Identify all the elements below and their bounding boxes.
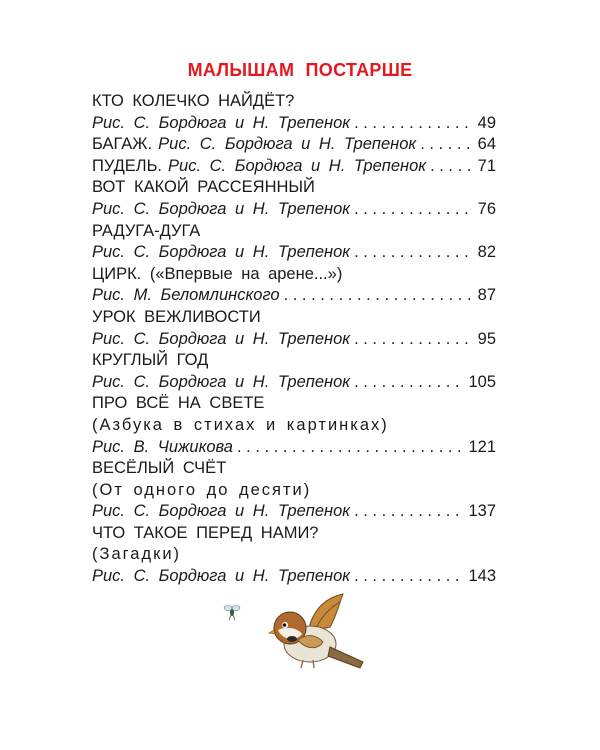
illustrator-credit: Рис. С. Бордюга и Н. Трепенок bbox=[92, 372, 351, 391]
entry-title: УРОК ВЕЖЛИВОСТИ bbox=[92, 307, 261, 326]
page-number: 137 bbox=[468, 502, 496, 521]
toc-entry-line bbox=[92, 372, 496, 394]
page-number: 82 bbox=[477, 243, 496, 262]
fly-illustration bbox=[222, 600, 242, 622]
entry-title: ВОТ КАКОЙ РАССЕЯННЫЙ bbox=[92, 178, 315, 197]
dot-leader bbox=[354, 329, 474, 351]
toc-entry-line bbox=[92, 523, 496, 545]
illustrator-credit: Рис. С. Бордюга и Н. Трепенок bbox=[92, 502, 351, 521]
page-number: 87 bbox=[477, 286, 496, 305]
toc-entry-line bbox=[92, 113, 496, 135]
toc-entry-line bbox=[92, 264, 496, 286]
page-number: 49 bbox=[477, 113, 496, 132]
entry-title: КРУГЛЫЙ ГОД bbox=[92, 351, 209, 370]
toc-entry-line bbox=[92, 350, 496, 372]
entry-title: РАДУГА-ДУГА bbox=[92, 221, 201, 240]
toc-entry-line bbox=[92, 415, 496, 437]
toc-entry-line bbox=[92, 458, 496, 480]
toc-entry-line bbox=[92, 285, 496, 307]
illustrator-credit: Рис. С. Бордюга и Н. Трепенок bbox=[168, 156, 427, 175]
page-number: 95 bbox=[477, 329, 496, 348]
toc-entry-line bbox=[92, 480, 496, 502]
entry-title: БАГАЖ. bbox=[92, 135, 153, 154]
dot-leader bbox=[420, 134, 473, 156]
illustrator-credit: Рис. С. Бордюга и Н. Трепенок bbox=[158, 135, 417, 154]
entry-title: ЧТО ТАКОЕ ПЕРЕД НАМИ? bbox=[92, 523, 319, 542]
toc-entry-line bbox=[92, 156, 496, 178]
toc-entry-line bbox=[92, 393, 496, 415]
entry-title: ПУДЕЛЬ. bbox=[92, 156, 163, 175]
page-number: 64 bbox=[477, 135, 496, 154]
page-number: 71 bbox=[477, 156, 496, 175]
illustrator-credit: Рис. С. Бордюга и Н. Трепенок bbox=[92, 243, 351, 262]
page-number: 105 bbox=[468, 372, 496, 391]
toc-entry-line bbox=[92, 501, 496, 523]
toc-entry-line bbox=[92, 91, 496, 113]
table-of-contents bbox=[92, 91, 496, 588]
illustrator-credit: Рис. С. Бордюга и Н. Трепенок bbox=[92, 567, 351, 586]
illustrator-credit: Рис. С. Бордюга и Н. Трепенок bbox=[92, 199, 351, 218]
toc-entry-line bbox=[92, 307, 496, 329]
entry-subtitle: (Загадки) bbox=[92, 545, 182, 564]
dot-leader bbox=[354, 501, 464, 523]
toc-entry-line bbox=[92, 544, 496, 566]
entry-title: ПРО ВСЁ НА СВЕТЕ bbox=[92, 394, 265, 413]
toc-entry-line bbox=[92, 329, 496, 351]
entry-title: ВЕСЁЛЫЙ СЧЁТ bbox=[92, 459, 227, 478]
page-number: 76 bbox=[477, 199, 496, 218]
entry-title: ЦИРК. («Впервые на арене...») bbox=[92, 264, 343, 283]
toc-entry-line bbox=[92, 177, 496, 199]
entry-title: КТО КОЛЕЧКО НАЙДЁТ? bbox=[92, 92, 295, 110]
illustrator-credit: Рис. С. Бордюга и Н. Трепенок bbox=[92, 113, 351, 132]
toc-entry-line bbox=[92, 437, 496, 459]
illustrator-credit: Рис. С. Бордюга и Н. Трепенок bbox=[92, 329, 351, 348]
toc-entry-line bbox=[92, 242, 496, 264]
dot-leader bbox=[354, 113, 474, 135]
dot-leader bbox=[354, 372, 464, 394]
dot-leader bbox=[354, 566, 464, 588]
toc-entry-line bbox=[92, 199, 496, 221]
dot-leader bbox=[354, 242, 474, 264]
section-title: МАЛЫШАМ ПОСТАРШЕ bbox=[187, 60, 413, 80]
entry-subtitle: (От одного до десяти) bbox=[92, 480, 312, 499]
entry-subtitle: (Азбука в стихах и картинках) bbox=[92, 415, 389, 434]
sparrow-illustration bbox=[268, 592, 378, 672]
toc-entry-line bbox=[92, 566, 496, 588]
dot-leader bbox=[354, 199, 474, 221]
dot-leader bbox=[237, 437, 464, 459]
page-number: 143 bbox=[468, 567, 496, 586]
illustrator-credit: Рис. М. Беломлинского bbox=[92, 286, 280, 305]
dot-leader bbox=[284, 285, 474, 307]
page-number: 121 bbox=[468, 437, 496, 456]
dot-leader bbox=[430, 156, 474, 178]
toc-entry-line bbox=[92, 221, 496, 243]
toc-entry-line bbox=[92, 134, 496, 156]
illustrator-credit: Рис. В. Чижикова bbox=[92, 437, 233, 456]
